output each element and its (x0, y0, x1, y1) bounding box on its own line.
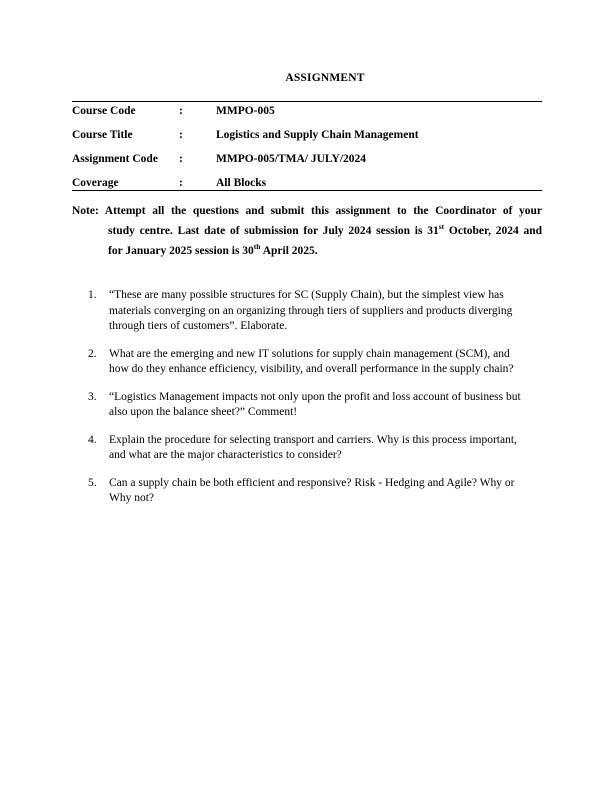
note-text: for January 2025 session is 30 (108, 245, 254, 257)
meta-value: Logistics and Supply Chain Management (216, 129, 419, 141)
meta-colon: : (179, 177, 183, 189)
submission-note (72, 201, 542, 261)
meta-colon: : (179, 105, 183, 117)
question-item (88, 347, 548, 378)
question-line: Can a supply chain be both efficient and responsive? Risk - Hedging and Agile? Why or (109, 476, 515, 489)
meta-value: MMPO-005/TMA/ JULY/2024 (216, 153, 367, 165)
meta-value: MMPO-005 (216, 105, 275, 117)
question-item (88, 390, 548, 421)
question-item (88, 288, 548, 335)
note-text: study centre. Last date of submission for July 2024 session is 31 (108, 225, 439, 237)
meta-row-course-code (72, 105, 542, 121)
header-top-rule (72, 101, 542, 102)
note-line: Note: Attempt all the questions and submit this assignment to the Coordinator of your (72, 205, 542, 217)
meta-row-assignment-code (72, 153, 542, 169)
question-line: how do they enhance efficiency, visibility, and overall performance in the supply chain? (109, 363, 514, 375)
meta-colon: : (179, 153, 183, 165)
question-line: through tiers of customers”. Elaborate. (109, 320, 288, 332)
question-item (88, 476, 548, 507)
meta-label: Coverage (72, 177, 119, 189)
meta-label: Course Title (72, 129, 133, 141)
meta-label: Assignment Code (72, 153, 158, 165)
meta-label: Course Code (72, 105, 136, 117)
meta-value: All Blocks (216, 177, 267, 189)
question-item (88, 433, 548, 464)
question-line: also upon the balance sheet?” Comment! (109, 406, 298, 418)
meta-row-course-title (72, 129, 542, 145)
note-superscript: st (438, 222, 445, 231)
question-number: 3. (88, 390, 97, 403)
question-line: and what are the major characteristics to consider? (109, 449, 342, 461)
note-line (72, 241, 542, 261)
note-superscript: th (253, 242, 261, 251)
question-line: Explain the procedure for selecting transport and carriers. Why is this process important, (109, 433, 517, 446)
meta-colon: : (179, 129, 183, 141)
header-bottom-rule (72, 190, 542, 191)
question-number: 2. (88, 347, 97, 360)
question-line: “Logistics Management impacts not only upon the profit and loss account of business but (109, 390, 521, 403)
question-number: 1. (88, 289, 97, 301)
question-number: 4. (88, 433, 97, 446)
question-list (88, 288, 548, 519)
question-line: Why not? (109, 492, 155, 504)
question-line: materials converging on an organizing through tiers of suppliers and products diverging (109, 304, 513, 317)
question-number: 5. (88, 476, 97, 489)
note-text: April 2025. (260, 245, 318, 257)
note-line (72, 221, 542, 241)
page-title: ASSIGNMENT (285, 72, 365, 84)
question-line: “These are many possible structures for SC (Supply Chain), but the simplest view has (109, 289, 504, 301)
note-text: October, 2024 and (444, 225, 542, 237)
question-line: What are the emerging and new IT solutions for supply chain management (SCM), and (109, 347, 510, 360)
